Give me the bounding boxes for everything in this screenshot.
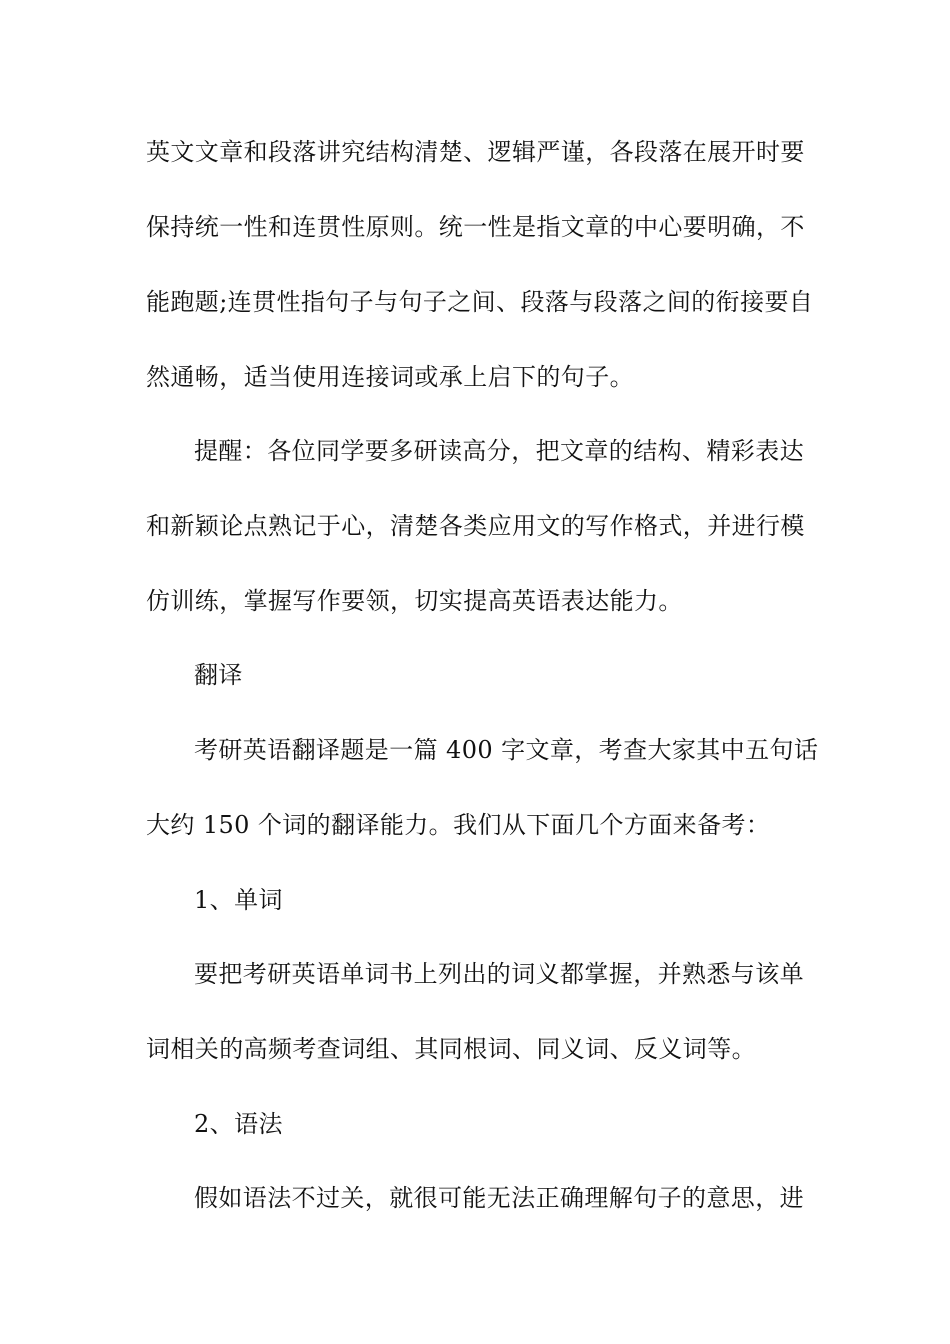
subsection-heading: 1、单词 bbox=[194, 886, 283, 914]
paragraph-line: 能跑题;连贯性指句子与句子之间、段落与段落之间的衔接要自 bbox=[146, 288, 814, 316]
paragraph-line: 和新颖论点熟记于心，清楚各类应用文的写作格式，并进行模 bbox=[146, 512, 805, 540]
paragraph-line: 保持统一性和连贯性原则。统一性是指文章的中心要明确，不 bbox=[146, 213, 805, 241]
paragraph-line: 英文文章和段落讲究结构清楚、逻辑严谨，各段落在展开时要 bbox=[146, 138, 805, 166]
paragraph-line: 考研英语翻译题是一篇 400 字文章，考查大家其中五句话 bbox=[194, 736, 819, 764]
paragraph-line: 假如语法不过关，就很可能无法正确理解句子的意思，进 bbox=[194, 1184, 804, 1212]
section-heading: 翻译 bbox=[194, 661, 243, 689]
paragraph-line: 提醒：各位同学要多研读高分，把文章的结构、精彩表达 bbox=[194, 437, 804, 465]
subsection-heading: 2、语法 bbox=[194, 1110, 283, 1138]
paragraph-line: 要把考研英语单词书上列出的词义都掌握，并熟悉与该单 bbox=[194, 960, 804, 988]
paragraph-line: 仿训练，掌握写作要领，切实提高英语表达能力。 bbox=[146, 587, 683, 615]
paragraph-line: 大约 150 个词的翻译能力。我们从下面几个方面来备考： bbox=[146, 811, 771, 839]
paragraph-line: 词相关的高频考查词组、其同根词、同义词、反义词等。 bbox=[146, 1035, 756, 1063]
paragraph-line: 然通畅，适当使用连接词或承上启下的句子。 bbox=[146, 363, 634, 391]
